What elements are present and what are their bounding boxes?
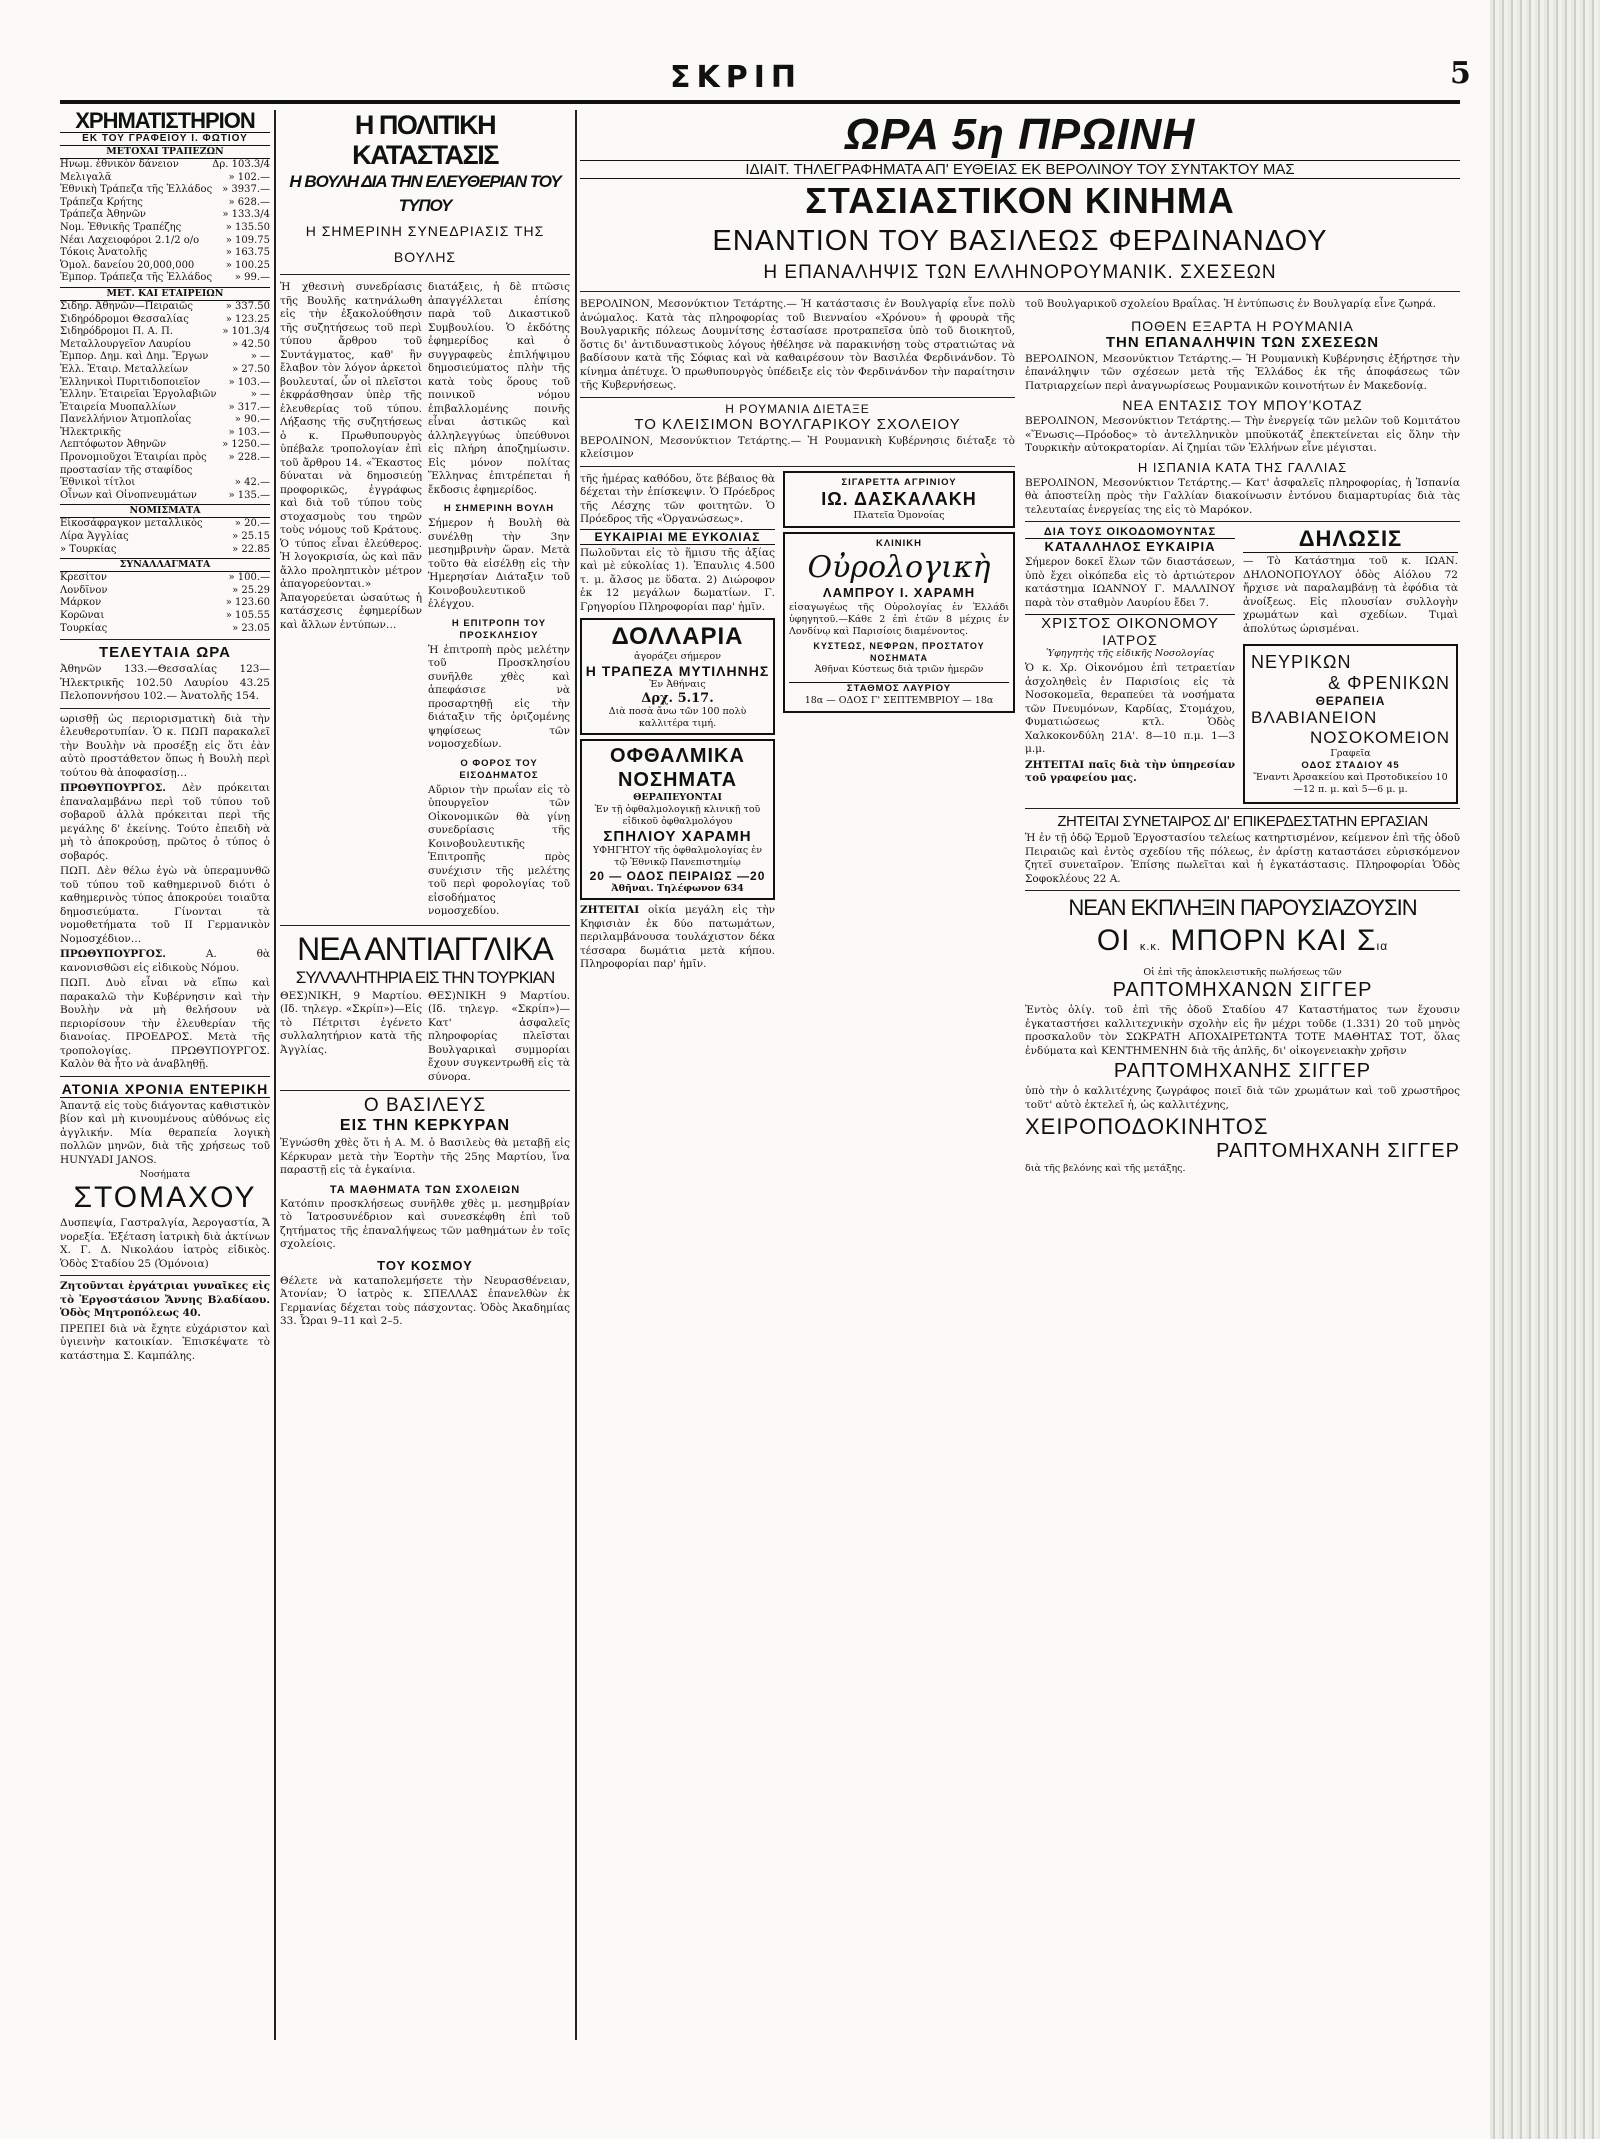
quote-value: » 42.50 [232, 338, 270, 350]
quote-value: » 103.— [228, 376, 270, 388]
lessons-text: Κατόπιν προσκλήσεως συνῆλθε χθὲς μ. μεσημβρίαν τὸ Ἰατροσυνέδριον καὶ συνεσκέφθη ἐπὶ τοῦ ζητήματος τῆς ἐπαναλήψεως τῶν μαθημάτων ἐν τοῖς σχολείοις. [280, 1197, 570, 1250]
lessons-title: ΤΑ ΜΑΘΗΜΑΤΑ ΤΩΝ ΣΧΟΛΕΙΩΝ [329, 1183, 521, 1196]
quote-name: Ὁμολ. δανείου 20,000,000 [60, 259, 195, 271]
dollar-rate: Δρχ. 5.17. [641, 691, 714, 706]
quote-row [60, 184, 270, 197]
committee-title: Η ΕΠΙΤΡΟΠΗ ΤΟΥ ΠΡΟΣΚΛΗΣΙΟΥ [451, 617, 547, 641]
column-rule [575, 110, 577, 2040]
nerve-line-2: & ΦΡΕΝΙΚΩΝ [1328, 673, 1450, 693]
quote-name: Ἑλλην. Ἑταιρεῖαι Ἐργολαβιῶν [60, 389, 217, 401]
quote-row [60, 389, 270, 402]
romania-where-subtitle: ΤΗΝ ΕΠΑΝΑΛΗΨΙΝ ΤΩΝ ΣΧΕΣΕΩΝ [1105, 333, 1380, 351]
quote-name: Νομ. Ἐθνικῆς Τραπέζης [60, 221, 182, 233]
clinic-label: ΚΛΙΝΙΚΗ [875, 537, 923, 549]
king-subtitle: ΕΙΣ ΤΗΝ ΚΕΡΚΥΡΑΝ [339, 1117, 511, 1134]
romania-order-text: ΒΕΡΟΛΙΝΟΝ, Μεσονύκτιον Τετάρτης.— Ἡ Ρουμανικὴ Κυβέρνησις διέταξε τὸ κλείσιμον [580, 434, 1015, 460]
king-text: Ἐγνώσθη χθὲς ὅτι ἡ Α. Μ. ὁ Βασιλεὺς θὰ μεταβῇ εἰς Κέρκυραν μετὰ τὴν Ἑορτὴν τῆς 25ης Μαρτίου, ἵνα παραστῇ εἰς τὰ ἐγκαίνια. [280, 1137, 570, 1176]
company-rows [60, 301, 270, 503]
cigarette-ad [783, 471, 1015, 528]
partner-title: ΖΗΤΕΙΤΑΙ ΣΥΝΕΤΑΙΡΟΣ ΔΙ' ΕΠΙΚΕΡΔΕΣΤΑΤΗΝ ΕΡΓΑΣΙΑΝ [1057, 813, 1428, 830]
quote-row [60, 222, 270, 235]
quote-name: Τόκοις Ἀνατολῆς [60, 247, 148, 259]
quote-row [60, 452, 270, 477]
column-telegrams [580, 110, 1460, 2040]
cig-brand: ΣΙΓΑΡΕΤΤΑ ΑΓΡΙΝΙΟΥ [841, 476, 957, 488]
tax-text: Αὔριον τὴν πρωΐαν εἰς τὸ ὑπουργεῖον τῶν Οἰκονομικῶν θὰ γίνῃ συνεδρίασις τῆς Κοινοβουλευτικῆς Ἐπιτροπῆς πρὸς συνέχισιν τῆς μελέτης τοῦ περὶ φορολογίας τοῦ εἰσοδήματος νομοσχεδίου. [428, 783, 570, 917]
quote-value: » 135.50 [225, 221, 270, 233]
dollar-ad [580, 618, 775, 735]
today-text: Σήμερον ἡ Βουλὴ θὰ συνέλθῃ τὴν 3ην μεσημβρινὴν ὥραν. Μετὰ τοῦτο θὰ εἰσέλθῃ εἰς τὴν Ἡμερησίαν Διάταξιν τοῦ Κοινοβουλευτικοῦ ἐλέγχου. [428, 517, 570, 610]
quote-row [60, 518, 270, 531]
quote-value: » 99.— [234, 272, 270, 284]
masthead-rule [60, 100, 1460, 104]
ad-stomach-title: ΣΤΟΜΑΧΟΥ [73, 1181, 257, 1215]
quote-value: » 42.— [234, 477, 270, 489]
quote-row [60, 414, 270, 427]
quote-value: » 25.15 [232, 531, 270, 543]
quote-row [60, 314, 270, 327]
coin-rows [60, 518, 270, 556]
quote-name: Ἐμπορ. Δημ. καὶ Δημ. Ἔργων [60, 351, 209, 363]
quote-row [60, 351, 270, 364]
anti-text-right: ΘΕΣ)ΝΙΚΗ 9 Μαρτίου. (Ιδ. τηλεγρ. «Σκρίπ»)—Κατ' ἀσφαλεῖς πληροφορίας πλεῖσται Βουλγαρικαὶ συμμορίαι ἔχουν συγκεντρωθῆ εἰς τὰ σύνορα. [428, 989, 570, 1083]
quote-name: Τράπεζα Ἀθηνῶν [60, 209, 146, 221]
column-rule [274, 110, 276, 2040]
nerve-line-8: Ἔναντι Ἀρσακείου καὶ Προτοδικείου 10—12 π. μ. καὶ 5—6 μ. μ. [1253, 772, 1448, 795]
singer-line1: Οἱ ἐπὶ τῆς ἀποκλειστικῆς πωλήσεως τῶν [1143, 967, 1342, 978]
quote-row [60, 439, 270, 452]
eye-title: ΟΦΘΑΛΜΙΚΑ ΝΟΣΗΜΑΤΑ [610, 745, 745, 791]
eye-line: Ἐν τῇ ὀφθαλμολογικῇ κλινικῇ τοῦ εἰδικοῦ ὀφθαλμολόγου [594, 804, 761, 827]
debate-text-3: ΠΩΠ. Δυὸ εἶναι νὰ εἴπω καὶ παρακαλῶ τὴν Κυβέρνησιν καὶ τὴν Βουλὴν νὰ μὴ θελήσουν νὰ περιορίσουν τὴν ἐλευθερίαν τῆς διανοίας. ΠΡΟΕΔΡΟΣ. Μετὰ τῆς τροπολογίας. ΠΡΩΘΥΠΟΥΡΓΟΣ. Καλὸν θὰ ἦτο νὰ ἀναβληθῇ. [60, 977, 270, 1071]
quote-name: Ἐμπορ. Τράπεζα τῆς Ἑλλάδος [60, 272, 213, 284]
nerve-line-7: ΟΔΟΣ ΣΤΑΔΙΟΥ 45 [1301, 760, 1400, 771]
quote-row [60, 197, 270, 210]
quote-row [60, 544, 270, 557]
ad-stomach-small: Νοσήματα [139, 1169, 191, 1181]
dollar-note: Διὰ ποσὰ ἄνω τῶν 100 πολὺ καλλιτέρα τιμή. [608, 706, 747, 729]
tax-title: Ο ΦΟΡΟΣ ΤΟΥ ΕΙΣΟΔΗΜΑΤΟΣ [459, 757, 539, 781]
quote-row [60, 585, 270, 598]
world-text: Θέλετε νὰ καταπολεμήσετε τὴν Νευρασθένειαν, Ἀτονίαν; Ὁ ἰατρὸς κ. ΣΠΕΛΛΑΣ ἐπανελθὼν ἐκ Γερμανίας δέχεται τοὺς πάσχοντας. Ὁδὸς Ἀκαδημίας 33. Ὧραι 9–11 καὶ 2–5. [280, 1274, 570, 1327]
quote-name: Οἶνων καὶ Οἰνοπνευμάτων [60, 489, 197, 501]
clinic-ad [783, 532, 1015, 713]
ad-needs-text: ΠΡΕΠΕΙ διὰ νὰ ἔχητε εὐχάριστον καὶ ὑγιεινὴν κατοικίαν. Ἐπισκέψατε τὸ κατάστημα Σ. Καμπάλης. [60, 1322, 270, 1362]
bargain-text: Πωλοῦνται εἰς τὸ ἥμισυ τῆς ἀξίας καὶ μὲ εὐκολίας 1). Ἐπαυλις 4.500 τ. μ. ἄλσος με ὕδατα. 2) Διώροφον ἐκ 12 μεγάλων δωματίων. Γ. Γρηγορίου Πληροφορίαι παρ' ἡμῖν. [580, 546, 775, 613]
revolt-subsubtitle: Η ΕΠΑΝΑΛΗΨΙΣ ΤΩΝ ΕΛΛΗΝΟΡΟΥΜΑΝΙΚ. ΣΧΕΣΕΩΝ [763, 262, 1277, 283]
quote-value: » 123.25 [225, 313, 270, 325]
anti-title: ΝΕΑ ΑΝΤΙΑΓΓΛΙΚΑ [297, 930, 553, 967]
singer-brand-line [1025, 921, 1460, 967]
quote-value: » — [250, 351, 270, 363]
quote-name: Σιδηρόδρομοι Θεσσαλίας [60, 313, 189, 325]
xr-text: Ὁ κ. Χρ. Οἰκονόμου ἐπὶ τετραετίαν ἀσχοληθεὶς ἐν Παρισίοις εἰς τὰ Νοσοκομεῖα, θεραπεύει τὰ νοσήματα τῶν Πνευμόνων, Καρδίας, Στομάχου, Φυματιώσεως κτλ. Ὁδὸς Χαλκοκονδύλη 21Α'. 8—10 π.μ. 1—3 μ.μ. [1025, 662, 1235, 755]
quote-name: Κρεσίτον [60, 572, 107, 584]
singer-hand: ΧΕΙΡΟΠΟΔΟΚΙΝΗΤΟΣ [1025, 1114, 1269, 1139]
xr-title: ΧΡΙΣΤΟΣ ΟΙΚΟΝΟΜΟΥ [1025, 614, 1235, 632]
cig-place: Πλατεῖα Ὁμονοίας [853, 509, 945, 521]
wanted-text: οἰκία μεγάλη εἰς τὴν Κηφισιὰν ἐκ δύο πατωμάτων, περιλαμβάνουσα τουλάχιστον δέκα τέσσαρα δωμάτια μετὰ κήπου. Πληροφορίαι παρ' ἡμῖν. [580, 904, 775, 970]
quote-value: » 123.60 [225, 597, 270, 609]
quote-row [60, 377, 270, 390]
quote-value: » 27.50 [232, 363, 270, 375]
debate-text-1: ωρισθῇ ὡς περιορισματικὴ διὰ τὴν ἐλευθεροτυπίαν. Ὁ κ. ΠΩΠ παρακαλεῖ τὴν Βουλὴν νὰ προσέξῃ εἰς ὅτι ἐὰν αὐτὸ προστάθετον ὅπως ἡ Βουλὴ περὶ τούτου θὰ ἀποφασίσῃ… [60, 712, 270, 779]
quote-row [60, 427, 270, 440]
quote-row [60, 172, 270, 185]
singer-hand2: ΡΑΠΤΟΜΗΧΑΝΗ ΣΙΓΓΕΡ [1216, 1140, 1460, 1162]
exchange-title: ΧΡΗΜΑΤΙΣΤΗΡΙΟΝ [60, 110, 270, 133]
bargain-title: ΕΥΚΑΙΡΙΑΙ ΜΕ ΕΥΚΟΛΙΑΣ [580, 529, 775, 545]
quote-value: » 23.05 [232, 622, 270, 634]
clinic-addr: Ἀθῆναι Κύστεως διὰ τριῶν ἡμερῶν [814, 663, 984, 675]
quote-row [60, 209, 270, 222]
speaker-text: Δὲν πρόκειται ἐπαναλαμβάνω περὶ τοῦ τύπου τοῦ σοβαροῦ ἀλλὰ πρόκειται περὶ τῆς μεγάλης δ' ἐκείνης. Τούτο ἐπειδὴ νὰ μὴ τὸ ἀποκρούσῃ, πρῶτος ὁ τύπος ὁ σοβαρός. [60, 782, 270, 862]
quote-name: Προνομιοῦχοι Ἑταιρίαι πρὸς προστασίαν τῆς σταφίδος [60, 452, 207, 476]
page-edge-shadow [1490, 0, 1600, 2139]
speaker-label: ΠΡΩΘΥΠΟΥΡΓΟΣ. [60, 948, 166, 961]
revolt-subtitle: ΕΝΑΝΤΙΟΝ ΤΟΥ ΒΑΣΙΛΕΩΣ ΦΕΡΔΙΝΑΝΔΟΥ [712, 225, 1328, 257]
quote-name: Μελιγαλᾶ [60, 171, 112, 183]
singer-brand: ΜΠΟΡΝ ΚΑΙ Σ [1170, 924, 1377, 957]
quote-row [60, 531, 270, 544]
quote-row [60, 477, 270, 490]
quote-row [60, 623, 270, 636]
quote-value: » 22.85 [232, 543, 270, 555]
hour-title: ΩΡΑ 5η ΠΡΩΙΝΗ [844, 110, 1196, 159]
singer-machines: ΡΑΠΤΟΜΗΧΑΝΩΝ ΣΙΓΓΕΡ [1112, 979, 1373, 1001]
quote-row [60, 247, 270, 260]
quote-value: » 109.75 [225, 234, 270, 246]
masthead [70, 56, 1471, 100]
quote-name: Κορῶναι [60, 610, 105, 621]
notes-text: τῆς ἡμέρας καθόδου, ὅτε βέβαιος θὰ δέχεται τὴν ἐπίσκεψιν. Ὁ Πρόεδρος τῆς Λέσχης τῶν φοιτητῶν. Ὁ Πρόεδρος τῆς «Ὁργανώσεως». [580, 472, 775, 525]
spain-title: Η ΙΣΠΑΝΙΑ ΚΑΤΑ ΤΗΣ ΓΑΛΛΙΑΣ [1137, 459, 1348, 475]
quote-value: » 103.— [228, 426, 270, 438]
nerve-ad [1243, 644, 1458, 804]
quote-name: Εἰκοσάφραγκον μεταλλικὸς [60, 518, 203, 530]
singer-brand-pre: ΟΙ [1096, 924, 1131, 957]
anti-text-left: ΘΕΣ)ΝΙΚΗ, 9 Μαρτίου. (Ιδ. τηλεγρ. «Σκρίπ»)—Εἰς τὸ Πέτριτσι ἐγένετο συλλαλητήριον κατὰ τῆς Ἀγγλίας. [280, 989, 422, 1056]
eye-doctor: ΣΠΗΛΙΟΥ ΧΑΡΑΜΗ [603, 828, 752, 845]
eye-role: ΥΦΗΓΗΤΟΥ τῆς ὀφθαλμολογίας ἐν τῷ Ἐθνικῷ Πανεπιστημίῳ [592, 845, 763, 868]
quote-value: » 135.— [228, 489, 270, 501]
column-exchange [60, 110, 270, 2040]
ad-workers-text: Ζητοῦνται ἐργάτριαι γυναῖκες εἰς τὸ Ἐργοστάσιον Ἄννης Βλαδίαου. Ὁδὸς Μητροπόλεως 40. [60, 1280, 270, 1320]
owners-text: Σήμερον δοκεῖ ἕλων τῶν διαστάσεων, ὑπὸ ἔχει οἰκόπεδα εἰς τὸ ἀρτιώτερον κατάστημα ΙΩΑΝΝΟΥ Γ. ΜΑΛΛΙΝΟΥ παρὰ τὸν σταθμὸν Λαυρίου ἔδει 7. [1025, 556, 1235, 609]
newspaper-title: ΣΚΡΙΠ [670, 60, 802, 95]
quote-name: Σιδηρ. Ἀθηνῶν—Πειραιῶς [60, 300, 193, 312]
politics-subsubtitle: Η ΣΗΜΕΡΙΝΗ ΣΥΝΕΔΡΙΑΣΙΣ ΤΗΣ ΒΟΥΛΗΣ [305, 223, 545, 265]
singer-machine2: ΡΑΠΤΟΜΗΧΑΝΗΣ ΣΙΓΓΕΡ [1113, 1060, 1372, 1082]
politics-title: Η ΠΟΛΙΤΙΚΗ ΚΑΤΑΣΤΑΣΙΣ [352, 110, 498, 170]
eye-phone: Ἀθῆναι. Τηλέφωνον 634 [611, 883, 744, 894]
declare-title: ΔΗΛΩΣΙΣ [1243, 526, 1458, 553]
dollar-city: Ἐν Ἀθήναις [649, 679, 706, 690]
singer-foot: διὰ τῆς βελόνης καὶ τῆς μετάξης. [1025, 1163, 1186, 1174]
fx-rows [60, 572, 270, 635]
quote-value: » 20.— [234, 518, 270, 530]
romania-where-title: ΠΟΘΕΝ ΕΞΑΡΤΑ Η ΡΟΥΜΑΝΙΑ [1131, 317, 1354, 334]
cig-maker: ΙΩ. ΔΑΣΚΑΛΑΚΗ [821, 488, 977, 509]
quote-value: » 101.3/4 [222, 326, 270, 338]
speaker-label: ΠΡΩΘΥΠΟΥΡΓΟΣ. [60, 782, 166, 795]
quote-value: » 133.3/4 [222, 209, 270, 221]
quote-name: Σιδηρόδρομοι Π. Α. Π. [60, 326, 173, 338]
singer-brand-kk: κ.κ. [1139, 941, 1161, 953]
quote-row [60, 272, 270, 285]
spain-text: ΒΕΡΟΛΙΝΟΝ, Μεσονύκτιον Τετάρτης.— Κατ' ἀσφαλεῖς πληροφορίας, ἡ Ἱσπανία θὰ ἀποστείλῃ πρὸς τὴν Γαλλίαν διακοίνωσιν ἐντόνου διαμαρτυρίας διὰ τὰς τελευταίας ἐνεργείας της εἰς τὸ Μαρόκον. [1025, 476, 1460, 516]
clinic-spec: ΚΥΣΤΕΩΣ, ΝΕΦΡΩΝ, ΠΡΟΣΤΑΤΟΥ ΝΟΣΗΜΑΤΑ [813, 640, 985, 663]
xr-sub: ΙΑΤΡΟΣ [1102, 632, 1158, 648]
quote-name: Νέαι Λαχειοφόροι 2.1/2 ο/ο [60, 234, 200, 246]
quote-name: Ἑταιρεία Μυοπαλλίων [60, 401, 177, 413]
quote-value: » — [250, 389, 270, 401]
station-title: ΣΤΑΘΜΟΣ ΛΑΥΡΙΟΥ [789, 682, 1009, 695]
quote-value: » 90.— [234, 414, 270, 426]
mpoy-title: ΝΕΑ ΕΝΤΑΣΙΣ ΤΟΥ ΜΠΟΥ'ΚΟΤΑΖ [1122, 397, 1363, 413]
quote-value: » 105.55 [225, 610, 270, 621]
quote-name: Λίρα Ἀγγλίας [60, 531, 129, 543]
owners-title: ΔΙΑ ΤΟΥΣ ΟΙΚΟΔΟΜΟΥΝΤΑΣ [1025, 526, 1235, 539]
eye-address: 20 — ΟΔΟΣ ΠΕΙΡΑΙΩΣ —20 [589, 869, 766, 883]
romania-where-text: ΒΕΡΟΛΙΝΟΝ, Μεσονύκτιον Τετάρτης.— Ἡ Ρουμανικὴ Κυβέρνησις ἐξήρτησε τὴν ἐπανάληψιν τῶν σχέσεων μετὰ τῆς Ἑλλάδος ἐκ τῆς ἀποφάσεως τῶν Πατριαρχείων περὶ ἀναγνωρίσεως Ρουμανικῶν κοινοτήτων ἐν Μακεδονίᾳ. [1025, 352, 1460, 392]
politics-subtitle: Η ΒΟΥΛΗ ΔΙΑ ΤΗΝ ΕΛΕΥΘΕΡΙΑΝ ΤΟΥ ΤΥΠΟΥ [289, 172, 561, 215]
quote-value: » 3937.— [222, 184, 270, 196]
quote-row [60, 326, 270, 339]
ad-atony-title: ΑΤΟΝΙΑ ΧΡΟΝΙΑ ΕΝΤΕΡΙΚΗ [61, 1080, 269, 1097]
page-number: 5 [1450, 56, 1471, 91]
berlin-report: ΒΕΡΟΛΙΝΟΝ, Μεσονύκτιον Τετάρτης.— Ἡ κατάστασις ἐν Βουλγαρίᾳ εἶνε πολὺ ἀνώμαλος. Κατὰ τὰς πληροφορίας τοῦ Βιενναίου «Χρόνου» ἡ φρουρὰ τῆς Βουλγαρικῆς πόλεως Δουμνίτσης ἐστασίασε προτραπεῖσα ὑπὸ τοῦ διοικητοῦ, ὅστις δι' ἀντιδυναστικοὺς λόγους ἠθέλησε νὰ παρακινήσῃ τοὺς στρατιώτας νὰ βαδίσουν κατὰ τῆς Σόφιας καὶ νὰ καθαιρέσουν τὸν Βασιλέα Φερδινάνδον. Τὸ κίνημα ἀπέτυχε. Ὁ πρωθυπουργὸς ὑπέδειξε εἰς τὸν Φερδινάνδον τὴν παραίτησιν τῆς Κυβερνήσεως. [580, 298, 1015, 391]
exchange-subtitle: ΕΚ ΤΟΥ ΓΡΑΦΕΙΟΥ Ι. ΦΩΤΙΟΥ [82, 133, 248, 144]
fx-heading: ΣΥΝΑΛΛΑΓΜΑΤΑ [60, 558, 270, 572]
quote-row [60, 235, 270, 248]
company-heading: ΜΕΤ. ΚΑΙ ΕΤΑΙΡΕΙΩΝ [60, 287, 270, 301]
quote-name: Ἑλληνικοὶ Πυριτιδοποιεῖον [60, 376, 201, 388]
eye-ad [580, 739, 775, 900]
quote-value: » 102.— [228, 171, 270, 183]
quote-value: » 337.50 [225, 300, 270, 312]
quote-value: » 100.— [228, 572, 270, 584]
quote-row [60, 301, 270, 314]
dollar-sub: ἀγοράζει σήμερον [634, 651, 721, 662]
quote-name: Ἐθνικὴ Τράπεζα τῆς Ἑλλάδος [60, 184, 213, 196]
singer-body: Ἐντὸς ὀλίγ. τοῦ ἐπὶ τῆς ὁδοῦ Σταδίου 47 Καταστήματος των ἔχουσιν ἐγκαταστήσει καλλιτεχνικὴν σχολὴν εἰς ἣν μέχρι τοῦδε (1.331) 20 τοῦ μηνὸς προσκαλοῦν τὸν ΣΩΚΡΑΤΗ ΑΠΟΧΑΙΡΕΤΩΝΤΑ ΤΟΤΕ ΜΑΘΗΤΑΣ ΤΟΤ, ὅλας ἐνδύματα καὶ ΚΕΝΤΗΜΕΝΗΝ διὰ τῆς ἀπλῆς, δι' οἰκογενειακὴν χρῆσιν [1025, 1004, 1460, 1057]
quote-name: Ἑλλ. Ἑταιρ. Μεταλλείων [60, 363, 189, 375]
quote-name: Ηνωμ. ἐθνικὸν δάνειον [60, 159, 179, 170]
singer-body2: ὑπὸ τὴν ὁ καλλιτέχνης ζωγράφος ποιεῖ διὰ τῶν χρωμάτων καὶ τοῦ χρωστῆρος τοῦτ' αὐτὸ ἐκτελεῖ ἡ, ὡς καλλιτέχνης, [1025, 1085, 1460, 1111]
quote-row [60, 490, 270, 503]
quote-value: » 1250.— [222, 439, 270, 451]
romania-order-subtitle: ΤΟ ΚΛΕΙΣΙΜΟΝ ΒΟΥΛΓΑΡΙΚΟΥ ΣΧΟΛΕΙΟΥ [634, 415, 961, 433]
ad-stomach-text: Δυσπεψία, Γαστραλγία, Ἀερογαστία, Ἄ νορεξία. Ἐξέταση ἰατρικὴ διὰ ἀκτίνων Χ. Γ. Δ. Νικολάου ἰατρὸς εἰδικὸς. Ὁδὸς Σταδίου 25 (Ὁμόνοια) [60, 1217, 270, 1270]
quote-row [60, 402, 270, 415]
nerve-line-4: ΒΛΑΒΙΑΝΕΙΟΝ [1251, 708, 1378, 727]
berlin-continued: τοῦ Βουλγαρικοῦ σχολείου Βραΐλας. Ἡ ἐντύπωσις ἐν Βουλγαρίᾳ εἶνε ζωηρά. [1025, 298, 1436, 310]
xr-job: ΖΗΤΕΙΤΑΙ παῖς διὰ τὴν ὑπηρεσίαν τοῦ γραφείου μας. [1025, 758, 1235, 784]
quote-row [60, 260, 270, 273]
station-addr: 18α — ΟΔΟΣ Γ' ΣΕΠΤΕΜΒΡΙΟΥ — 18α [804, 694, 994, 706]
world-title: ΤΟΥ ΚΟΣΜΟΥ [377, 1257, 473, 1273]
article-right: διατάξεις, ἡ δὲ πτῶσις ἀπαγγέλλεται ἐπίσης παρὰ τοῦ Δικαστικοῦ Συμβουλίου. Ὁ ἐκδότης ἐφημερίδος καὶ ὁ συγγραφεὺς ἐπιλήψιμου δημοσιεύματος πλὴν τῆς κατὰ τοὺς ὅρους τοῦ ποινικοῦ νόμου ἐπιβαλλομένης ποινῆς εἶναι ἀστικῶς καὶ ἀλληλεγγύως ὑπεύθυνοι εἰς πλήρη ἀποζημίωσιν. Εἰς μόνον πολίτας Ἕλληνας ἐπιτρέπεται ἡ ἔκδοσις ἐφημερίδος. [428, 281, 570, 496]
singer-brand-ia: ια [1376, 939, 1389, 953]
quote-name: Πανελλήνιον Ἀτμοπλοΐας [60, 414, 192, 426]
declare-text: — Τὸ Κατάστημα τοῦ κ. ΙΩΑΝ. ΔΗΛΟΝΟΠΟΥΛΟΥ ὁδὸς Αἰόλου 72 ἤρχισε νὰ παραλαμβάνῃ τὰ ἐφόδια τὰ ἀνοίξεως. Εἰς πλουσίαν συλλογὴν χρωμάτων καὶ σχεδίων. Τιμαὶ ἀπολύτως ὡρισμέναι. [1243, 555, 1458, 635]
quote-row [60, 597, 270, 610]
telegram-line: ΙΔΙΑΙΤ. ΤΗΛΕΓΡΑΦΗΜΑΤΑ ΑΠ' ΕΥΘΕΙΑΣ ΕΚ ΒΕΡΟΛΙΝΟΥ ΤΟΥ ΣΥΝΤΑΚΤΟΥ ΜΑΣ [580, 160, 1460, 179]
king-title: Ο ΒΑΣΙΛΕΥΣ [363, 1095, 487, 1116]
quote-value: » 317.— [228, 401, 270, 413]
coin-heading: ΝΟΜΙΣΜΑΤΑ [60, 504, 270, 518]
quote-row [60, 610, 270, 623]
quote-name: Τράπεζα Κρήτης [60, 196, 143, 208]
article-left: Ἡ χθεσινὴ συνεδρίασις τῆς Βουλῆς κατηνάλωθη εἰς τὴν ἐξακολούθησιν τῆς συζητήσεως τοῦ περὶ τύπου ἄρθρου τοῦ Συντάγματος, καθ' ἣν ἔλαβον τὸν λόγον ἀρκετοὶ βουλευταί, ὧν οἱ πλεῖστοι ἐκφράσθησαν ὑπὲρ τῆς ἐλευθερίας τοῦ τύπου. Λήξασης τῆς συζητήσεως ὁ κ. Πρωθυπουργὸς ὑπέβαλε τροπολογίαν ἐπὶ τοῦ ἄρθρου 14. «Ἕκαστος δύναται νὰ δημοσιεύῃ προφορικῶς, ἐγγράφως καὶ διὰ τοῦ τύπου τοὺς στοχασμοὺς του τηρῶν τοὺς νόμους τοῦ Κράτους. Ὁ τύπος εἶναι ἐλεύθερος. Ἡ λογοκρισία, ὡς καὶ πᾶν ἄλλο προληπτικὸν μέτρον ἀπαγορεύονται.» Ἀπαγορεύεται ὡσαύτως ἡ κατάσχεσις ἐφημερίδων καὶ ἄλλων ἐντύπων… [280, 281, 422, 631]
eye-sub: ΘΕΡΑΠΕΥΟΝΤΑΙ [633, 792, 722, 803]
partner-body: Ἡ ἐν τῇ ὁδῷ Ἑρμοῦ Ἐργοστασίου τελείως κατηρτισμένον, κείμενον ἐπὶ τῆς ὁδοῦ Πειραιῶς καὶ ἐντὸς σχεδίου τῆς πόλεως, ἐν ἀρίστῃ καταστάσει εὑρισκόμενον ζητεῖ συνεταῖρον. Ἐπίσης πωλεῖται καὶ ἡ ἐγκατάστασις. Πληροφορίαι Ὁδὸς Σοφοκλέους 22 Α. [1025, 832, 1460, 885]
clinic-doctor: ΛΑΜΠΡΟΥ Ι. ΧΑΡΑΜΗ [822, 584, 976, 600]
quote-name: Ἠλεκτρικῆς [60, 426, 121, 438]
quote-row [60, 159, 270, 172]
revolt-title: ΣΤΑΣΙΑΣΤΙΚΟΝ ΚΙΝΗΜΑ [805, 180, 1235, 221]
quote-row [60, 572, 270, 585]
quote-row [60, 339, 270, 352]
quote-value: Δρ. 103.3/4 [212, 159, 270, 170]
nerve-line-3: ΘΕΡΑΠΕΙΑ [1315, 694, 1386, 708]
quote-value: » 628.— [228, 196, 270, 208]
quote-value: » 228.— [228, 452, 270, 464]
quote-row [60, 364, 270, 377]
quote-name: Μεταλλουργεῖον Λαυρίου [60, 338, 191, 350]
speaker-text: Α. θὰ κανονισθῶσι εἰς εἰδικοὺς Νόμου. [60, 948, 270, 974]
today-title: Η ΣΗΜΕΡΙΝΗ ΒΟΥΛΗ [443, 503, 555, 514]
romania-order-title: Η ΡΟΥΜΑΝΙΑ ΔΙΕΤΑΞΕ [725, 401, 870, 416]
anti-subtitle: ΣΥΛΛΑΛΗΤΗΡΙΑ ΕΙΣ ΤΗΝ ΤΟΥΡΚΙΑΝ [295, 967, 555, 987]
mpoy-text: ΒΕΡΟΛΙΝΟΝ, Μεσονύκτιον Τετάρτης.— Τὴν ἐνεργείᾳ τῶν μελῶν τοῦ Κομιτάτου «Ἕνωσις—Πρόοδος» τὸ ἀντελληνικὸν μποϋκοτάζ ἐπεκτείνεται εἰς ὅλην τὴν Τουρκικὴν αὐτοκρατορίαν. Αἱ ζημίαι τῶν Ἑλλήνων εἶνε μέγισται. [1025, 415, 1460, 454]
last-hour-title: ΤΕΛΕΥΤΑΙΑ ΩΡΑ [99, 644, 231, 662]
bank-rows [60, 159, 270, 285]
column-politics [280, 110, 570, 2040]
quote-value: » 25.29 [232, 584, 270, 596]
wanted-label: ΖΗΤΕΙΤΑΙ [580, 904, 640, 916]
committee-text: Ἡ ἐπιτροπὴ πρὸς μελέτην τοῦ Προσκλησίου συνῆλθε χθὲς καὶ ἀπεφάσισε νὰ προσαρτηθῇ εἰς τὴν διάταξιν τῆς ὁριζομένης ψηφίσεως τῶν νομοσχεδίων. [428, 643, 570, 750]
ad-atony-text: Ἀπαντᾷ εἰς τοὺς διάγοντας καθιστικὸν βίον καὶ μὴ κινουμένους αὐθόνως εἰς ἀγγλικήν. Μία θεραπεία λογικὴ πολλῶν μηνῶν, διὰ τῆς χρήσεως τοῦ HUNYADI JANOS. [60, 1099, 270, 1166]
nerve-line-1: ΝΕΥΡΙΚΩΝ [1251, 652, 1352, 672]
quote-name: Λεπτόφωτον Ἀθηνῶν [60, 439, 167, 451]
quote-name: Ἐθνικοὶ τίτλοι [60, 477, 136, 489]
last-hour-text: Ἀθηνῶν 133.—Θεσσαλίας 123— Ἠλεκτρικῆς 102.50 Λαυρίου 43.25 Πελοποννήσου 102.— Ἀνατολῆς 154. [60, 663, 270, 703]
clinic-title: Οὐρολογικὴ [807, 549, 991, 585]
dollar-title: ΔΟΛΛΑΡΙΑ [611, 623, 744, 650]
quote-value: » 100.25 [225, 259, 270, 271]
bank-heading: ΜΕΤΟΧΑΙ ΤΡΑΠΕΖΩΝ [60, 145, 270, 159]
quote-name: Μάρκον [60, 597, 102, 609]
singer-title: ΝΕΑΝ ΕΚΠΛΗΞΙΝ ΠΑΡΟΥΣΙΑΖΟΥΣΙΝ [1068, 895, 1417, 920]
clinic-text: εἰσαγωγέως τῆς Οὐρολογίας ἐν Ἑλλάδι ὑφηγητοῦ.—Κάθε 2 ἐπὶ ἐτῶν 8 μέχρις ἐν Λονδίνῳ καὶ Παρισίοις διαμένοντος. [789, 601, 1009, 637]
xr-role: Ὑφηγητὴς τῆς εἰδικῆς Νοσολογίας [1045, 648, 1214, 659]
quote-value: » 163.75 [225, 247, 270, 259]
quote-name: Λονδῖνον [60, 584, 108, 596]
quote-name: Τουρκίας [60, 622, 108, 634]
dollar-bank: Η ΤΡΑΠΕΖΑ ΜΥΤΙΛΗΝΗΣ [585, 663, 770, 679]
owners-sub: ΚΑΤΑΛΛΗΛΟΣ ΕΥΚΑΙΡΙΑ [1044, 539, 1216, 554]
debate-text-2: ΠΩΠ. Δὲν θέλω ἐγὼ νὰ ὑπεραμυνθῶ τοῦ τύπου τοῦ καθημερινοῦ διότι ὁ καθημερινὸς τύπος ἀποκρούει τοιαῦτα δημοσιεύματα. Γίνονται τὰ νομοθετήματα τοῦ ΙΙ Γερμανικὸν Νομοσχέδιον… [60, 865, 270, 945]
quote-name: » Τουρκίας [60, 543, 117, 555]
nerve-line-5: ΝΟΣΟΚΟΜΕΙΟΝ [1310, 728, 1450, 747]
nerve-line-6: Γραφεῖα [1330, 748, 1371, 759]
